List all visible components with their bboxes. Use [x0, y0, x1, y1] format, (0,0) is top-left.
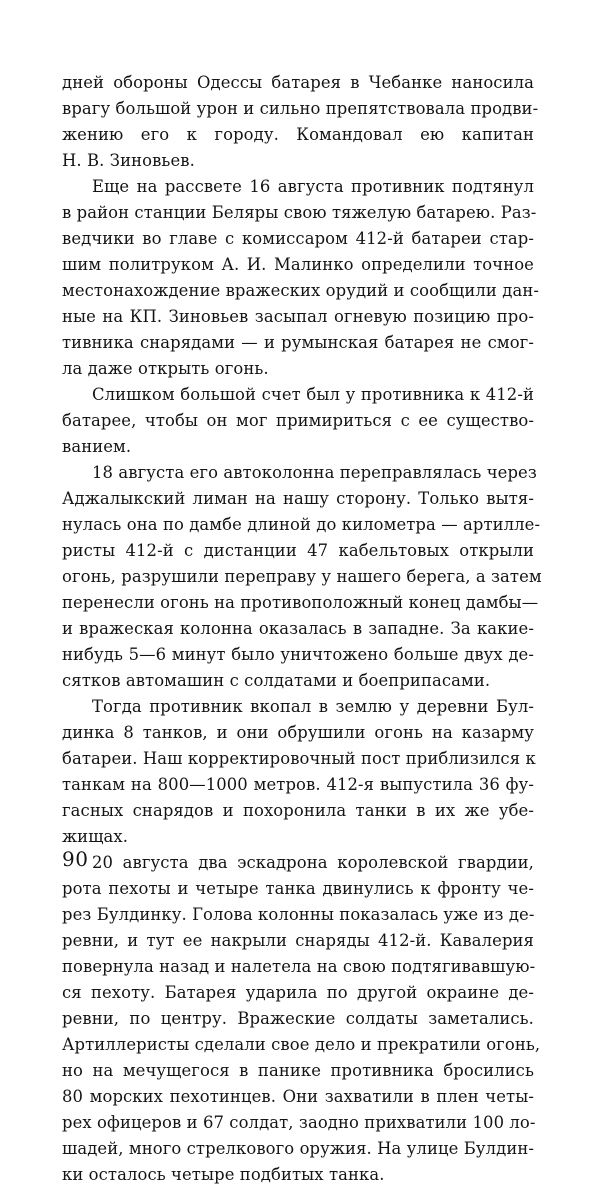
- paragraph-1: [62, 70, 539, 174]
- text-line: рез Булдинку. Голова колонны показалась уже из де-: [62, 905, 535, 924]
- text-line: в район станции Беляры свою тяжелую батарею. Раз-: [62, 203, 537, 222]
- paragraph-6: [62, 850, 541, 1188]
- text-line: Артиллеристы сделали свое дело и прекратили огонь,: [62, 1035, 541, 1054]
- text-line: батарее, чтобы он мог примириться с ее существо-: [62, 411, 534, 430]
- text-line: жищах.: [62, 827, 129, 846]
- text-line: 80 морских пехотинцев. Они захватили в плен четы-: [62, 1087, 534, 1106]
- paragraph-5: [62, 694, 534, 850]
- text-line: Аджалыкский лиман на нашу сторону. Только вытя-: [62, 489, 534, 508]
- text-line: ные на КП. Зиновьев засыпал огневую позицию про-: [62, 307, 534, 326]
- text-line: но на мечущегося в панике противника бросились: [62, 1061, 534, 1080]
- text-line: ся пехоту. Батарея ударила по другой окраине де-: [62, 983, 534, 1002]
- text-line: Еще на рассвете 16 августа противник подтянул: [92, 177, 534, 196]
- text-line: ведчики во главе с комиссаром 412-й батареи стар-: [62, 229, 534, 248]
- text-line: ванием.: [62, 437, 132, 456]
- text-line: сятков автомашин с солдатами и боеприпасами.: [62, 671, 491, 690]
- text-line: динка 8 танков, и они обрушили огонь на казарму: [62, 723, 534, 742]
- text-line: нибудь 5—6 минут было уничтожено больше двух де-: [62, 645, 534, 664]
- text-line: 20 августа два эскадрона королевской гвардии,: [92, 853, 534, 872]
- text-line: Слишком большой счет был у противника к 412-й: [92, 385, 534, 404]
- text-line: ревни, и тут ее накрыли снаряды 412-й. Кавалерия: [62, 931, 534, 950]
- text-line: батареи. Наш корректировочный пост приблизился к: [62, 749, 536, 768]
- text-line: рех офицеров и 67 солдат, заодно прихватили 100 ло-: [62, 1113, 536, 1132]
- text-line: повернула назад и налетела на свою подтягивавшую-: [62, 957, 536, 976]
- text-line: Тогда противник вкопал в землю у деревни Бул-: [92, 697, 534, 716]
- text-line: ревни, по центру. Вражеские солдаты заметались.: [62, 1009, 534, 1028]
- text-line: шадей, много стрелкового оружия. На улице Булдин-: [62, 1139, 535, 1158]
- text-line: ки осталось четыре подбитых танка.: [62, 1165, 385, 1184]
- text-line: перенесли огонь на противоположный конец дамбы—: [62, 593, 539, 612]
- text-line: тивника снарядами — и румынская батарея не смог-: [62, 333, 534, 352]
- text-line: жению его к городу. Командовал ею капитан: [62, 125, 534, 144]
- text-line: гасных снарядов и похоронила танки в их же убе-: [62, 801, 534, 820]
- text-line: местонахождение вражеских орудий и сообщили дан-: [62, 281, 539, 300]
- page-number: 90: [62, 847, 89, 871]
- text-line: ла даже открыть огонь.: [62, 359, 269, 378]
- paragraph-2: [62, 174, 539, 382]
- text-line: 18 августа его автоколонна переправлялась через: [92, 463, 537, 482]
- text-line: дней обороны Одессы батарея в Чебанке наносила: [62, 73, 534, 92]
- text-line: огонь, разрушили переправу у нашего берега, а затем: [62, 567, 542, 586]
- paragraph-4: [62, 460, 542, 694]
- text-line: шим политруком А. И. Малинко определили точное: [62, 255, 534, 274]
- text-line: врагу большой урон и сильно препятствовала продви-: [62, 99, 539, 118]
- text-line: танкам на 800—1000 метров. 412-я выпустила 36 фу-: [62, 775, 534, 794]
- page-text: [62, 70, 542, 1188]
- text-line: и вражеская колонна оказалась в западне. За какие-: [62, 619, 534, 638]
- text-line: ристы 412-й с дистанции 47 кабельтовых открыли: [62, 541, 534, 560]
- text-line: рота пехоты и четыре танка двинулись к фронту че-: [62, 879, 534, 898]
- text-line: Н. В. Зиновьев.: [62, 151, 195, 170]
- paragraph-3: [62, 382, 534, 460]
- text-line: нулась она по дамбе длиной до километра — артилле-: [62, 515, 541, 534]
